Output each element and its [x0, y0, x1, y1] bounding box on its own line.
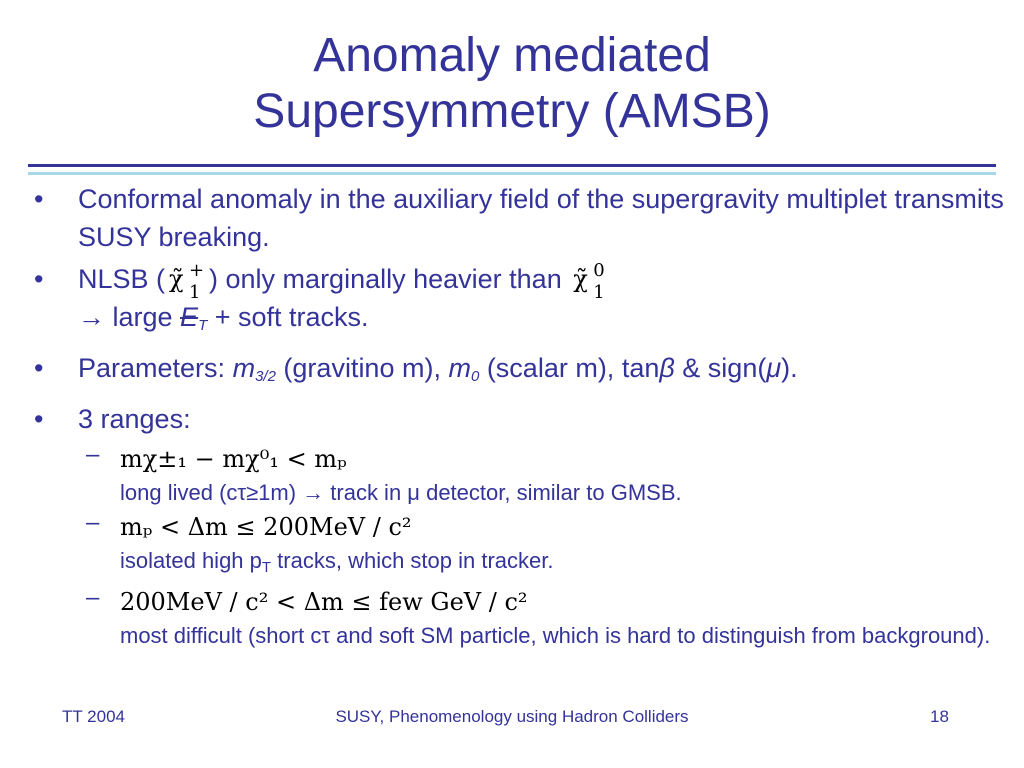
neutralino-symbol: χ̃ 0 1 [573, 260, 605, 303]
range-2-formula: mₚ < Δm ≤ 200MeV / c² [120, 513, 412, 541]
chargino-symbol: χ̃ + 1 [169, 260, 205, 303]
bullet-list [34, 180, 1014, 653]
slide-number: 18 [930, 707, 949, 726]
bullet-parameters: • Parameters: $m_{3/2}$ (gravitino m), $m_0$ (scalar m), tanβ & sign(μ). [34, 349, 1014, 396]
title-line-2: Supersymmetry (AMSB) [253, 85, 771, 138]
title-line-1: Anomaly mediated [313, 29, 711, 82]
range-1-formula: mχ±₁ − mχ⁰₁ < mₚ [120, 445, 347, 473]
missing-et: E [180, 302, 199, 332]
range-1-desc: long lived (cτ≥1m) → track in μ detector, similar to GMSB. [120, 480, 682, 505]
bullet-text-b: ) only marginally heavier than [209, 264, 562, 294]
params-text: Parameters: [78, 353, 233, 383]
title-divider [28, 164, 996, 167]
param-m0: m [448, 353, 471, 383]
range-3 [34, 585, 1014, 653]
range-3-formula: 200MeV / c² < Δm ≤ few GeV / c² [120, 588, 528, 616]
bullet-dot: • [34, 353, 44, 383]
bullet-nlsb: • NLSB ( χ̃ + 1 ) only marginally heavier than χ̃ 0 1 → large $E_T$ + soft tracks. [34, 260, 1014, 345]
range-2-desc: isolated high $p_T$ tracks, which stop in tracker. [120, 548, 554, 576]
sub-dash: – [86, 509, 100, 536]
param-m32: m [232, 353, 256, 383]
bullet-text-a: NLSB ( [78, 264, 166, 294]
bullet-text: Conformal anomaly in the auxiliary field of the supergravity multiplet transmits SUSY breaking. [78, 184, 1004, 252]
title-divider-accent [28, 172, 996, 175]
bullet-dot: • [34, 404, 44, 434]
range-1 [34, 442, 1014, 510]
footer-left: TT 2004 [62, 707, 126, 726]
footer-center: SUSY, Phenomenology using Hadron Colliders [335, 707, 689, 726]
bullet-dot: • [34, 184, 44, 214]
bullet-conformal-anomaly [34, 180, 1014, 256]
bullet-text: 3 ranges: [78, 404, 191, 434]
bullet-text-c: → large [78, 302, 181, 332]
sub-dash: – [86, 441, 100, 468]
range-2 [34, 510, 1014, 585]
slide-title [0, 28, 1024, 140]
bullet-dot: • [34, 264, 44, 294]
sub-dash: – [86, 584, 100, 611]
bullet-text-d: + soft tracks. [207, 302, 369, 332]
bullet-ranges [34, 400, 1014, 438]
range-3-desc: most difficult (short cτ and soft SM particle, which is hard to distinguish from background). [120, 623, 991, 648]
